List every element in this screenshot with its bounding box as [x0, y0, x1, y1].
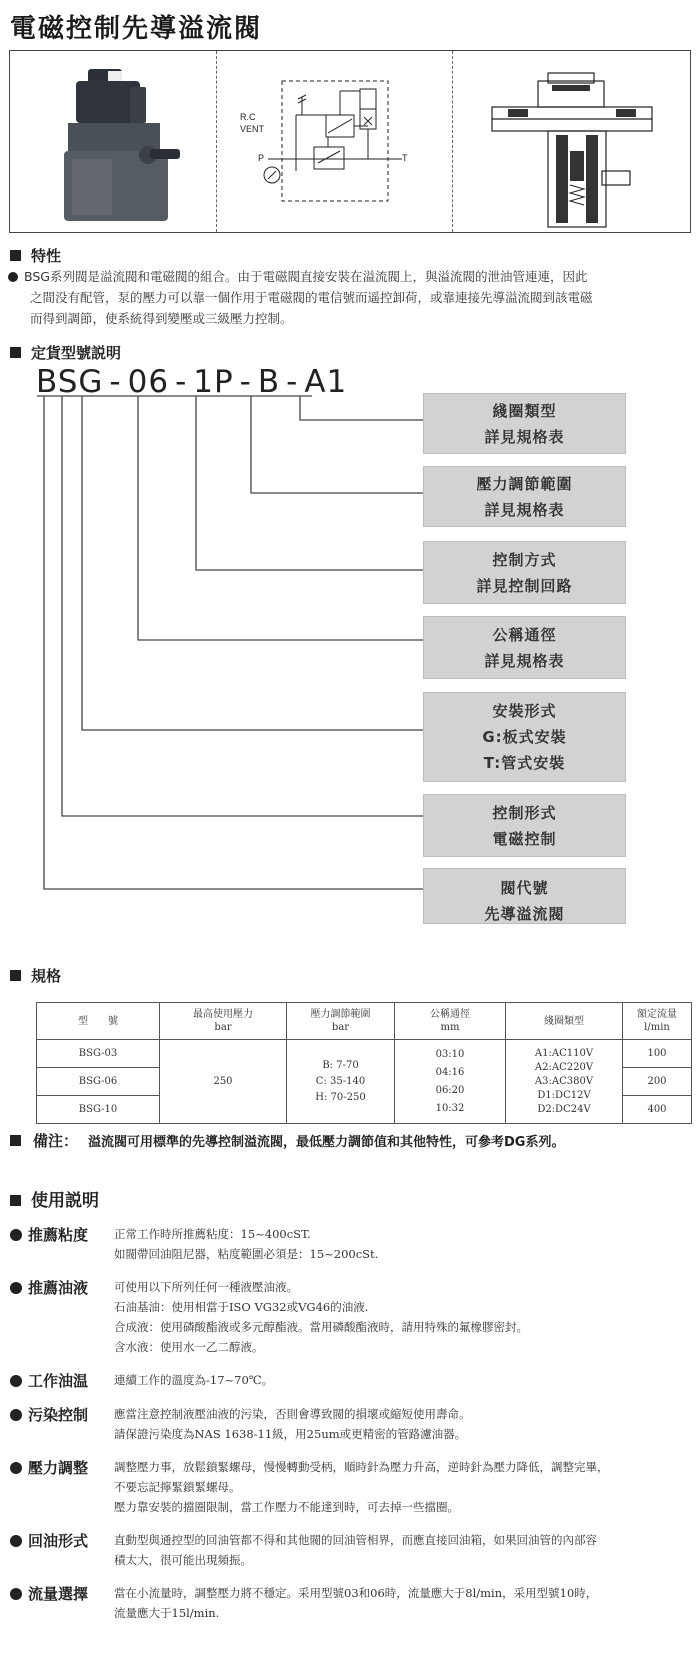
usage-label: 推薦粘度	[10, 1224, 114, 1264]
section-outline	[492, 73, 652, 227]
code-box-pressure: 壓力調節範圍 詳見規格表	[423, 466, 626, 527]
usage-line: 當在小流量時，調整壓力將不穩定。采用型號03和06時，流量應大于8l/min，采用型號10時，	[114, 1586, 598, 1600]
valve-photo-handle	[150, 149, 180, 159]
spec-col-range: 壓力調節範圍 bar	[287, 1003, 395, 1040]
note-text: 溢流閥可用標準的先導控制溢流閥，最低壓力調節值和其他特性，可參考DG系列。	[88, 1135, 565, 1150]
bullet-icon	[10, 1462, 22, 1474]
features-text	[8, 266, 698, 329]
code-box-control-type: 控制形式 電磁控制	[423, 794, 626, 857]
bullet-icon	[10, 1588, 22, 1600]
usage-text	[114, 1530, 597, 1570]
bullet-icon	[10, 1409, 22, 1421]
usage-item	[10, 1404, 690, 1444]
features-line: 而得到調節，使系統得到變壓或三級壓力控制。	[30, 311, 293, 326]
usage-text	[114, 1404, 471, 1444]
usage-text	[114, 1583, 597, 1623]
code-dash: -	[239, 364, 252, 400]
model-heading: 定貨型號説明	[10, 342, 121, 363]
usage-line: 調整壓力事，放鬆鎖緊螺母，慢慢轉動受柄，順時針為壓力升高，逆時針為壓力降低，調整完畢，	[114, 1460, 609, 1474]
note	[10, 1130, 564, 1151]
code-part-size: 06	[127, 364, 170, 400]
bullet-icon	[10, 1229, 22, 1241]
usage-item	[10, 1457, 690, 1517]
hydraulic-symbol	[216, 51, 452, 232]
usage-line: 不要忘記擰緊鎖緊螺母。	[114, 1480, 241, 1494]
usage-item	[10, 1370, 690, 1391]
usage-label: 污染控制	[10, 1404, 114, 1444]
spec-diameter-cell: 03:10 04:16 06:20 10:32	[395, 1040, 506, 1124]
symbol-label-p: P	[258, 153, 265, 163]
usage-line: 可使用以下所列任何一種液壓油液。	[114, 1280, 298, 1294]
leader-coil	[300, 396, 423, 420]
usage-line: 石油基油：使用相當于ISO VG32或VG46的油液.	[114, 1300, 369, 1314]
spec-col-diameter: 公稱通徑 mm	[395, 1003, 506, 1040]
valve-cross-section	[452, 51, 690, 232]
spec-table	[36, 1002, 692, 1124]
features-heading: 特性	[10, 245, 61, 266]
features-line: BSG系列閥是溢流閥和電磁閥的組合。由于電磁閥直接安裝在溢流閥上，與溢流閥的泄油管連連，因此	[8, 266, 698, 287]
usage-line: 正常工作時所推薦粘度：15~400cST.	[114, 1227, 311, 1241]
bullet-icon	[10, 1535, 22, 1547]
code-part-control: 1P	[193, 364, 234, 400]
spec-max-pressure-cell: 250	[160, 1040, 287, 1124]
spec-coil-cell: A1:AC110V A2:AC220V A3:AC380V D1:DC12V D2:DC24V	[506, 1040, 623, 1124]
bullet-icon	[10, 1282, 22, 1294]
spec-col-flow: 額定流量 l/min	[623, 1003, 692, 1040]
valve-photo-highlight	[72, 159, 112, 215]
code-box-coil: 綫圈類型 詳見規格表	[423, 393, 626, 454]
usage-section	[10, 1224, 690, 1636]
code-box-valve: 閥代號 先導溢流閥	[423, 868, 626, 924]
code-dash: -	[109, 364, 122, 400]
spec-col-model: 型 號	[37, 1003, 160, 1040]
usage-line: 含水液：使用水一乙二醇液。	[114, 1340, 264, 1354]
leader-control	[196, 396, 423, 570]
note-label: 備注：	[33, 1132, 79, 1150]
valve-photo-coil	[130, 87, 146, 123]
symbol-label-rc: R.C	[240, 112, 256, 122]
section-square-icon	[10, 1135, 21, 1146]
usage-line: 直動型與通控型的回油管都不得和其他閥的回油管相界，而應直接回油箱，如果回油管的內部容	[114, 1533, 597, 1547]
usage-item	[10, 1530, 690, 1570]
product-image-strip	[9, 50, 691, 233]
symbol-lines	[264, 81, 402, 201]
section-square-icon	[10, 250, 21, 261]
bullet-icon	[8, 272, 18, 282]
usage-line: 壓力靠安裝的擋圈限制，當工作壓力不能達到時，可去掉一些擋圈。	[114, 1500, 459, 1514]
leader-valve	[44, 396, 423, 889]
symbol-label-t: T	[402, 153, 408, 163]
code-part-bsg: BSG	[36, 364, 104, 400]
usage-item	[10, 1277, 690, 1357]
spec-header-row	[37, 1003, 692, 1040]
leader-mount	[82, 396, 423, 730]
section-square-icon	[10, 347, 21, 358]
code-part-pressure: B	[257, 364, 281, 400]
code-part-coil: A1	[304, 364, 348, 400]
code-dash: -	[175, 364, 188, 400]
leader-control-type	[62, 396, 423, 816]
usage-line: 合成液：使用磷酸酯液或多元醇酯液。當用磷酸酯液時，請用特殊的氟橡膠密封。	[114, 1320, 528, 1334]
symbol-label-vent: VENT	[240, 124, 265, 134]
code-box-mount: 安裝形式 G:板式安裝 T:管式安裝	[423, 692, 626, 782]
spec-heading: 規格	[10, 965, 61, 986]
spec-range-cell: B: 7-70 C: 35-140 H: 70-250	[287, 1040, 395, 1124]
code-dash: -	[286, 364, 299, 400]
usage-label: 工作油温	[10, 1370, 114, 1391]
spec-flow-cell: 100	[623, 1040, 692, 1068]
features-line: 之間没有配管，泵的壓力可以靠一個作用于電磁閥的電信號而遥控卸荷，或靠連接先導溢流閥到該電磁	[30, 290, 593, 305]
code-leader-lines	[0, 390, 430, 900]
spec-model-cell: BSG-03	[37, 1040, 160, 1068]
usage-line: 請保證污染度為NAS 1638-11級，用25um或更精密的管路濾油器。	[114, 1427, 467, 1441]
usage-line: 應當注意控制液壓油液的污染，否則會導致閥的損壞或縮短使用壽命。	[114, 1407, 471, 1421]
usage-line: 連續工作的溫度為-17~70℃。	[114, 1373, 274, 1387]
page-title: 電磁控制先導溢流閥	[10, 14, 263, 44]
usage-text	[114, 1224, 378, 1264]
usage-label: 流量選擇	[10, 1583, 114, 1623]
section-square-icon	[10, 970, 21, 981]
usage-heading: 使用説明	[10, 1186, 99, 1211]
usage-label: 推薦油液	[10, 1277, 114, 1357]
usage-item	[10, 1224, 690, 1264]
bullet-icon	[10, 1375, 22, 1387]
code-box-size: 公稱通徑 詳見規格表	[423, 616, 626, 679]
usage-line: 如閥帶回油阻尼器，粘度範圍必須是：15~200cSt.	[114, 1247, 379, 1261]
section-square-icon	[10, 1195, 21, 1206]
spec-flow-cell: 400	[623, 1096, 692, 1124]
usage-text	[114, 1457, 609, 1517]
spec-model-cell: BSG-06	[37, 1068, 160, 1096]
usage-label: 壓力調整	[10, 1457, 114, 1517]
usage-line: 流量應大于15l/min.	[114, 1606, 220, 1620]
spec-col-coil: 綫圈類型	[506, 1003, 623, 1040]
leader-size	[138, 396, 423, 640]
section-spring	[570, 185, 584, 205]
usage-line: 積太大，很可能出現頻振。	[114, 1553, 252, 1567]
usage-text	[114, 1277, 528, 1357]
table-row	[37, 1040, 692, 1068]
spec-col-max-pressure: 最高使用壓力 bar	[160, 1003, 287, 1040]
leader-pressure	[251, 396, 423, 493]
spec-flow-cell: 200	[623, 1068, 692, 1096]
code-box-control: 控制方式 詳見控制回路	[423, 541, 626, 604]
valve-photo	[10, 51, 216, 232]
usage-label: 回油形式	[10, 1530, 114, 1570]
section-hatching	[508, 85, 636, 223]
usage-item	[10, 1583, 690, 1623]
usage-text	[114, 1370, 273, 1391]
spec-model-cell: BSG-10	[37, 1096, 160, 1124]
